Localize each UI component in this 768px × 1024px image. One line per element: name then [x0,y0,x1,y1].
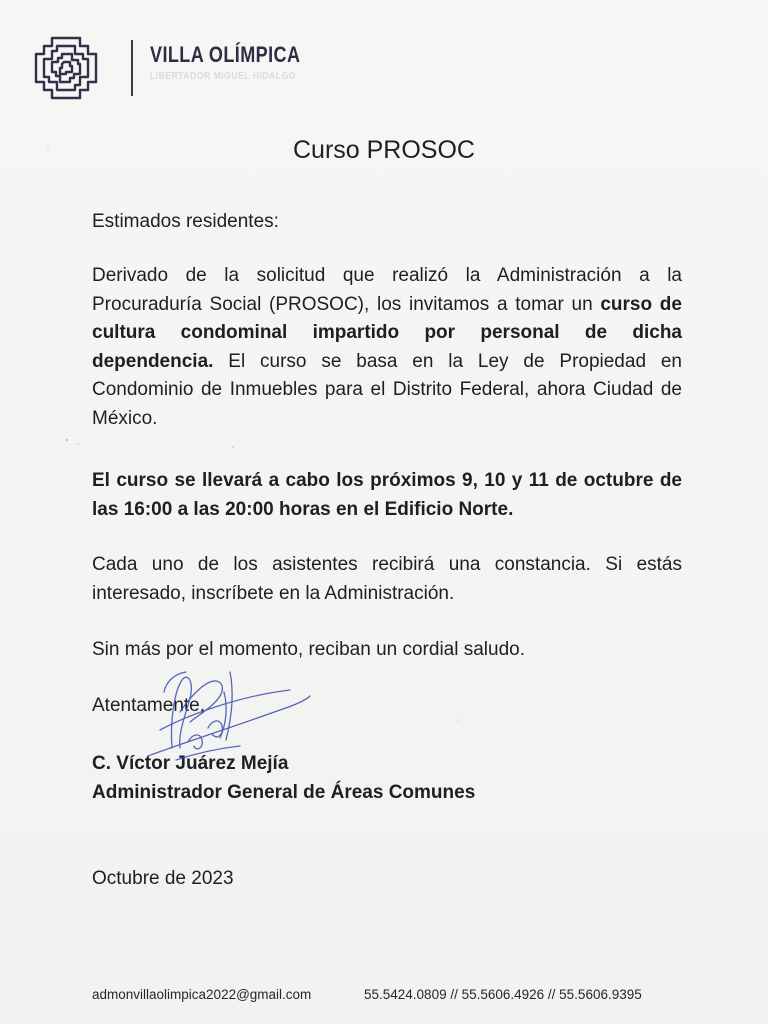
paragraph-request-intro: Derivado de la solicitud que realizó la Administración a la Procuraduría Social (PROSOC), los invitamos a tomar un [92,265,682,315]
paragraph-request-basis: El curso se basa en la Ley de Propiedad en Condominio de Inmuebles para el Distrito Federal, ahora Ciudad de México. [92,350,682,429]
villa-olimpica-logo-icon [30,32,102,104]
logo-divider [131,40,133,96]
sign-off: Atentamente, [92,695,206,716]
signer-title: Administrador General de Áreas Comunes [92,782,476,803]
brand-subtitle: LIBERTADOR MIGUEL HIDALGO [150,70,296,82]
paragraph-request-course: curso de cultura condominal impartido por personal de dicha dependencia. [92,293,682,372]
footer-email: admonvillaolimpica2022@gmail.com [92,987,312,1002]
document-date: Octubre de 2023 [92,868,234,889]
footer-phones: 55.5424.0809 // 55.5606.4926 // 55.5606.9395 [364,987,642,1002]
closing-line: Sin más por el momento, reciban un cordial saludo. [92,639,526,660]
paragraph-schedule: El curso se llevará a cabo los próximos 9, 10 y 11 de octubre de las 16:00 a las 20:00 horas en el Edificio Norte. [92,470,682,520]
brand-name: VILLA OLÍMPICA [150,42,301,67]
signer-name: C. Víctor Juárez Mejía [92,753,289,774]
document-title: Curso PROSOC [293,136,475,164]
paragraph-certificate: Cada uno de los asistentes recibirá una constancia. Si estás interesado, inscríbete en la Administración. [92,554,682,604]
greeting: Estimados residentes: [92,211,279,232]
paragraph-request [92,262,682,433]
